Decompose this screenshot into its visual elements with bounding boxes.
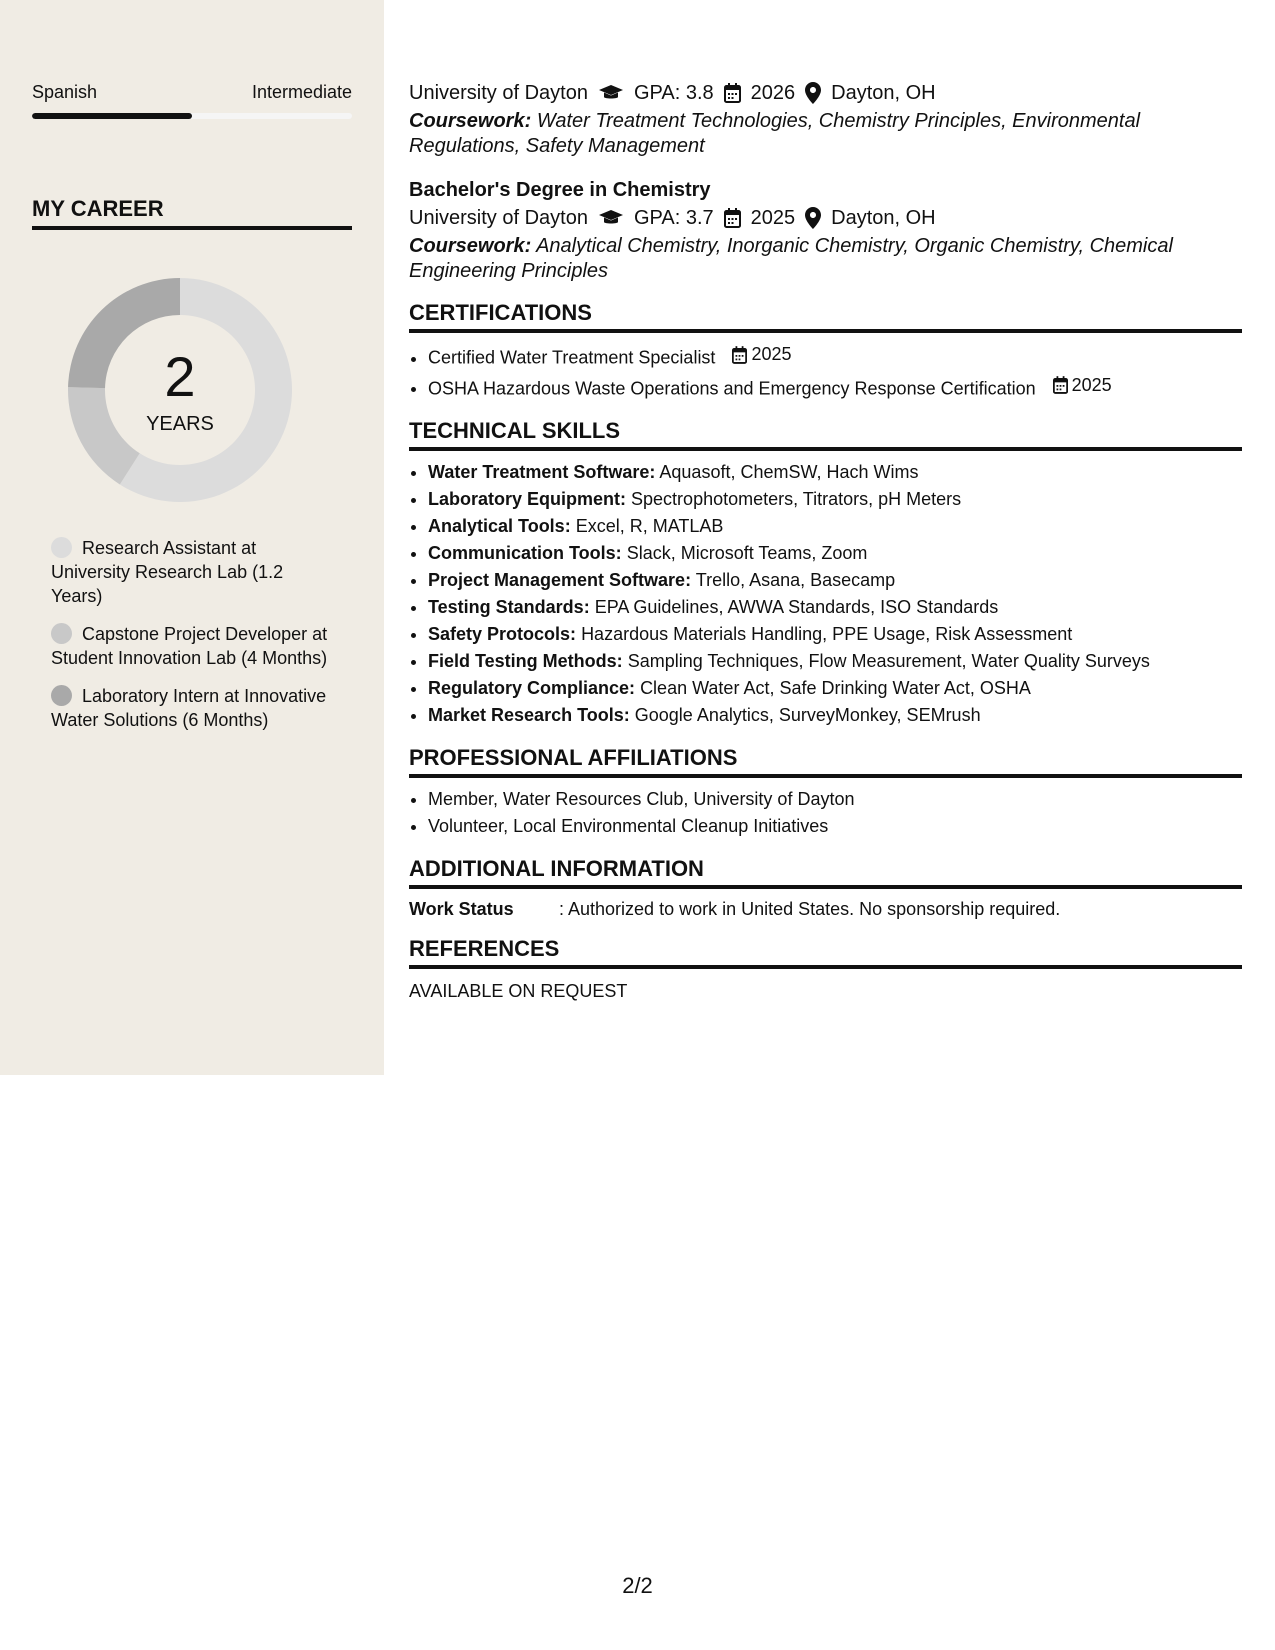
certifications-heading: CERTIFICATIONS (409, 300, 1242, 333)
list-item (428, 513, 1242, 540)
certification-date (732, 341, 791, 368)
skill-label: Laboratory Equipment: (428, 489, 627, 509)
skill-label: Field Testing Methods: (428, 651, 623, 671)
language-level: Intermediate (251, 82, 352, 102)
career-donut-chart (60, 270, 300, 510)
skill-label: Market Research Tools: (428, 705, 630, 725)
technical-skills-list (409, 459, 1242, 729)
career-legend-label: Research Assistant at University Research Lab (1.2 Years) (51, 538, 284, 606)
list-item (428, 540, 1242, 567)
references-text: AVAILABLE ON REQUEST (409, 981, 628, 1001)
education-meta-line (409, 203, 1242, 233)
skill-label: Regulatory Compliance: (428, 678, 636, 698)
certification-year: 2025 (1071, 374, 1112, 395)
list-item (428, 567, 1242, 594)
list-item (428, 341, 1242, 372)
skill-value: Google Analytics, SurveyMonkey, SEMrush (634, 705, 981, 725)
sidebar (0, 0, 384, 1075)
list-item (428, 702, 1242, 729)
certification-name: OSHA Hazardous Waste Operations and Emergency Response Certification (428, 378, 1036, 398)
legend-dot (51, 685, 72, 706)
education-school: University of Dayton (409, 207, 588, 229)
work-status-label: Work Status (409, 899, 514, 919)
list-item (428, 459, 1242, 486)
certifications-list (409, 341, 1242, 402)
education-school: University of Dayton (409, 82, 588, 104)
education-year: 2025 (750, 207, 796, 229)
list-item (428, 372, 1242, 403)
skill-label: Water Treatment Software: (428, 462, 656, 482)
education-gpa: GPA: 3.7 (633, 207, 714, 229)
education-entry (409, 78, 1242, 159)
language-name: Spanish (32, 82, 98, 102)
skill-label: Project Management Software: (428, 570, 692, 590)
career-legend-label: Laboratory Intern at Innovative Water Solutions (6 Months) (51, 686, 327, 730)
career-legend (51, 536, 331, 746)
language-proficiency-fill (32, 113, 192, 119)
career-total-unit: YEARS (146, 413, 214, 435)
career-legend-item (51, 536, 331, 608)
education-location: Dayton, OH (831, 82, 936, 104)
affiliations-heading: PROFESSIONAL AFFILIATIONS (409, 745, 1242, 778)
coursework-text: Analytical Chemistry, Inorganic Chemistry, Organic Chemistry, Chemical Engineering Principles (409, 235, 1173, 282)
work-status-row (409, 899, 1242, 920)
calendar-icon (724, 83, 741, 103)
education-gpa: GPA: 3.8 (633, 82, 714, 104)
skill-value: Excel, R, MATLAB (575, 516, 724, 536)
career-total-number: 2 (164, 345, 196, 408)
certification-year: 2025 (751, 344, 792, 364)
certification-date (1053, 372, 1112, 399)
list-item (428, 486, 1242, 513)
skill-label: Analytical Tools: (428, 516, 571, 536)
coursework-label: Coursework: (409, 235, 532, 257)
education-meta-line (409, 78, 1242, 108)
career-legend-label: Capstone Project Developer at Student Innovation Lab (4 Months) (51, 624, 328, 668)
list-item: • Volunteer, Local Environmental Cleanup Initiatives (428, 813, 1242, 840)
career-legend-item (51, 684, 331, 732)
location-pin-icon (805, 82, 821, 104)
education-year: 2026 (750, 82, 796, 104)
skill-label: Safety Protocols: (428, 624, 577, 644)
coursework-label: Coursework: (409, 110, 532, 132)
references-heading: REFERENCES (409, 936, 1242, 969)
skill-value: Hazardous Materials Handling, PPE Usage, Risk Assessment (581, 624, 1073, 644)
graduation-cap-icon (598, 84, 624, 102)
location-pin-icon (805, 207, 821, 229)
list-item (428, 648, 1242, 675)
technical-skills-heading: TECHNICAL SKILLS (409, 418, 1242, 451)
legend-dot (51, 537, 72, 558)
career-donut-segment (68, 387, 140, 484)
graduation-cap-icon (598, 209, 624, 227)
additional-info-heading: ADDITIONAL INFORMATION (409, 856, 1242, 889)
skill-value: Trello, Asana, Basecamp (695, 570, 896, 590)
skill-label: Testing Standards: (428, 597, 590, 617)
career-heading: MY CAREER (32, 196, 352, 230)
affiliations-list (409, 786, 1242, 840)
calendar-icon (724, 208, 741, 228)
list-item: • Member, Water Resources Club, University of Dayton (428, 786, 1242, 813)
skill-value: Clean Water Act, Safe Drinking Water Act, OSHA (640, 678, 1031, 698)
work-status-value: : Authorized to work in United States. No sponsorship required. (559, 899, 1061, 919)
main-content (409, 78, 1242, 1002)
language-proficiency-bar (32, 113, 352, 119)
skill-value: Aquasoft, ChemSW, Hach Wims (659, 462, 919, 482)
skill-value: Spectrophotometers, Titrators, pH Meters (631, 489, 962, 509)
education-degree: Bachelor's Degree in Chemistry (409, 179, 711, 201)
education-location: Dayton, OH (831, 207, 936, 229)
career-legend-item (51, 622, 331, 670)
calendar-icon (1053, 376, 1068, 394)
certification-name: Certified Water Treatment Specialist (428, 347, 716, 368)
coursework-text: Water Treatment Technologies, Chemistry Principles, Environmental Regulations, Safety Management (409, 110, 1141, 157)
skill-value: EPA Guidelines, AWWA Standards, ISO Standards (594, 597, 999, 617)
language-row (32, 82, 352, 103)
career-donut-segment (68, 278, 180, 388)
education-coursework (409, 234, 1242, 284)
list-item (428, 675, 1242, 702)
list-item (428, 594, 1242, 621)
calendar-icon (732, 346, 747, 364)
skill-value: Slack, Microsoft Teams, Zoom (626, 543, 868, 563)
list-item (428, 621, 1242, 648)
skill-value: Sampling Techniques, Flow Measurement, Water Quality Surveys (627, 651, 1150, 671)
page-number: 2/2 (622, 1573, 653, 1598)
education-entry (409, 177, 1242, 284)
education-coursework (409, 109, 1242, 159)
skill-label: Communication Tools: (428, 543, 622, 563)
legend-dot (51, 623, 72, 644)
